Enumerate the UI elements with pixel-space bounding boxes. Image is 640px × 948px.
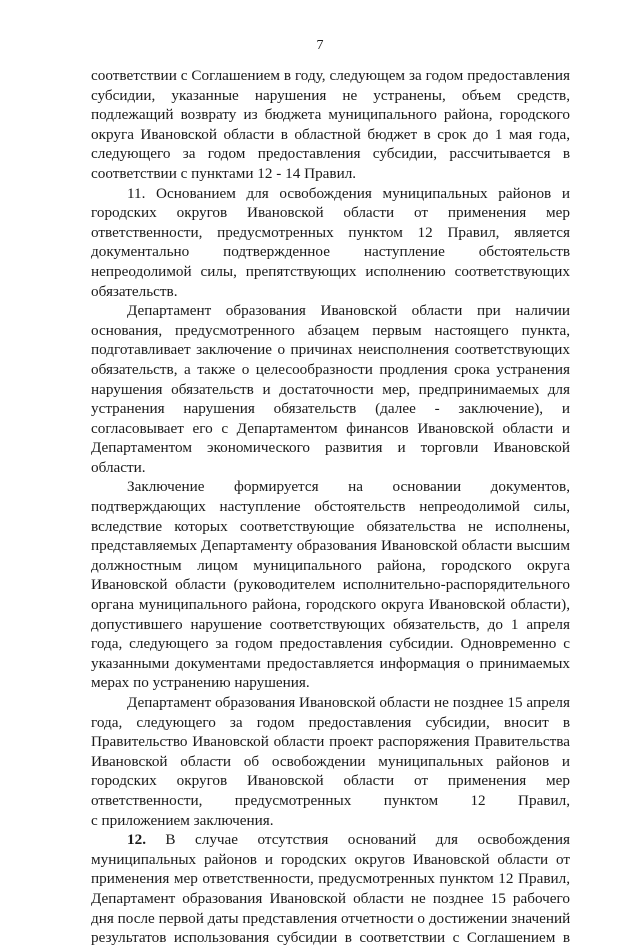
text-line: года, следующего за годом предоставления субсидии, вносит в bbox=[91, 713, 570, 731]
text-line: следующего за годом предоставления субсидии, рассчитывается в bbox=[91, 145, 570, 163]
clause-number: 12. bbox=[127, 831, 146, 849]
text-line: Заключение формируется на основании документов, bbox=[127, 478, 570, 496]
text-line: ответственности, предусмотренных пунктом 12 Правил, является bbox=[91, 223, 570, 241]
body-text bbox=[91, 66, 570, 948]
text-line: городских округов Ивановской области от применения мер bbox=[91, 204, 570, 222]
text-line: представляемых Департаменту образования Ивановской области высшим bbox=[91, 537, 570, 555]
text-line: Департаментом экономического развития и торговли Ивановской bbox=[91, 439, 570, 457]
text-line: непреодолимой силы, препятствующих исполнению соответствующих bbox=[91, 262, 570, 280]
text-line: устранения нарушения обязательств (далее - заключение), и bbox=[91, 400, 570, 418]
text-line: допустившего нарушение соответствующих обязательств, до 1 апреля bbox=[91, 615, 570, 633]
text-line: 11. Основанием для освобождения муниципальных районов и bbox=[127, 184, 570, 202]
text-line: года, следующего за годом предоставления субсидии. Одновременно с bbox=[91, 635, 570, 653]
text-line: документально подтвержденное наступление обстоятельств bbox=[91, 243, 570, 261]
text-line: указанными документами предоставляется информация о принимаемых bbox=[91, 654, 570, 672]
text-line: Департамент образования Ивановской области не позднее 15 рабочего bbox=[91, 889, 570, 907]
text-line: нарушения обязательств и достаточности мер, предпринимаемых для bbox=[91, 380, 570, 398]
text-line: вследствие которых соответствующие обязательства не исполнены, bbox=[91, 517, 570, 535]
text-line: согласовывает его с Департаментом финансов Ивановской области и bbox=[91, 419, 570, 437]
text-line: основания, предусмотренного абзацем первым настоящего пункта, bbox=[91, 321, 570, 339]
text-line: мерах по устранению нарушения. bbox=[91, 674, 310, 692]
text-line: соответствии с Соглашением в году, следующем за годом предоставления bbox=[91, 67, 570, 84]
text-line: дня после первой даты представления отчетности о достижении значений bbox=[91, 909, 571, 927]
text-line: органа муниципального района, городского округа Ивановской области), bbox=[91, 596, 570, 614]
text-line: Правительство Ивановской области проект распоряжения Правительства bbox=[91, 733, 570, 751]
text-line: подтверждающих наступление обстоятельств непреодолимой силы, bbox=[91, 498, 570, 516]
text-line: Ивановской области (руководителем исполнительно-распорядительного bbox=[91, 576, 570, 594]
text-line: округа Ивановской области в областной бюджет в срок до 1 мая года, bbox=[91, 125, 570, 143]
text-line: с приложением заключения. bbox=[91, 811, 274, 829]
text-line: области. bbox=[91, 458, 146, 476]
text-line: муниципальных районов и городских округов Ивановской области от bbox=[91, 850, 570, 868]
text-line: Департамент образования Ивановской области не позднее 15 апреля bbox=[127, 694, 570, 711]
text-line: Ивановской области об освобождении муниципальных районов и bbox=[91, 752, 570, 770]
text-line: городских округов Ивановской области от применения мер bbox=[91, 772, 570, 790]
text-line: применения мер ответственности, предусмотренных пунктом 12 Правил, bbox=[91, 870, 570, 888]
text-line: Департамент образования Ивановской области при наличии bbox=[127, 302, 570, 320]
text-line: субсидии, указанные нарушения не устранены, объем средств, bbox=[91, 86, 570, 104]
text-line: должностным лицом муниципального района, городского округа bbox=[91, 556, 570, 574]
text-line: обязательств. bbox=[91, 282, 178, 300]
text-line: подготавливает заключение о причинах неисполнения соответствующих bbox=[91, 341, 570, 359]
text-line: соответствии с пунктами 12 - 14 Правил. bbox=[91, 164, 357, 182]
page-number: 7 bbox=[316, 38, 324, 53]
text-line: результатов использования субсидии в соответствии с Соглашением в bbox=[91, 929, 570, 947]
text-line: обязательств, а также о целесообразности продления срока устранения bbox=[91, 360, 570, 378]
text-line: подлежащий возврату из бюджета муниципального района, городского bbox=[91, 106, 570, 124]
text-line: ответственности, предусмотренных пунктом 12 Правил, bbox=[91, 791, 570, 809]
text-line: 12. В случае отсутствия оснований для освобождения bbox=[127, 831, 570, 849]
